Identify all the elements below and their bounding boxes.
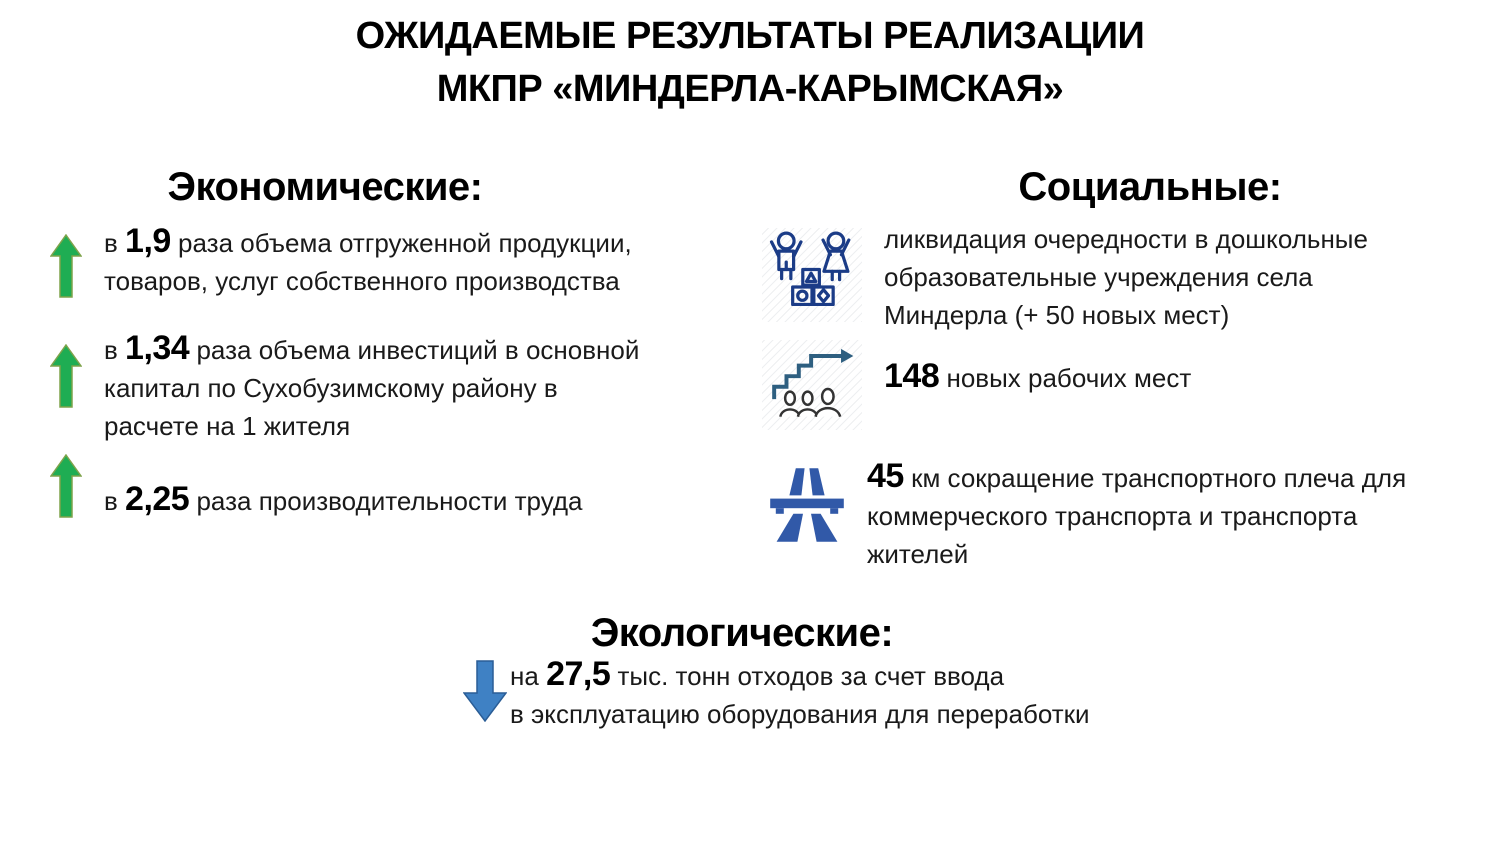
ecological-item-line1 (510, 655, 1210, 695)
title-line-2: МКПР «МИНДЕРЛА-КАРЫМСКАЯ» (436, 68, 1064, 110)
item-prefix: на (510, 661, 539, 691)
item-text: км сокращение транспортного плеча для коммерческого транспорта и транспорта жителей (867, 463, 1407, 569)
arrow-down-icon (463, 660, 507, 722)
arrow-up-icon (50, 234, 82, 298)
item-value: 2,25 (125, 480, 190, 518)
children-toy-blocks-icon (762, 228, 862, 322)
economic-item-2 (104, 329, 659, 445)
item-value: 1,9 (125, 222, 171, 260)
item-text: новых рабочих мест (946, 363, 1192, 393)
item-prefix: в (104, 486, 118, 516)
page-title (0, 10, 1500, 116)
item-text: раза объема отгруженной продукции, товаров, услуг собственного производства (104, 228, 632, 296)
career-stairs-icon (762, 340, 862, 430)
item-text: раза производительности труда (196, 486, 583, 516)
economic-header: Экономические: (167, 165, 483, 209)
title-line-1: ОЖИДАЕМЫЕ РЕЗУЛЬТАТЫ РЕАЛИЗАЦИИ (355, 15, 1145, 57)
arrow-up-icon (50, 454, 82, 518)
item-prefix: в (104, 335, 118, 365)
social-header: Социальные: (1018, 165, 1282, 209)
arrow-up-icon (50, 344, 82, 408)
ecological-item (510, 655, 1210, 733)
economic-item-1 (104, 222, 659, 300)
ecological-item-line2: в эксплуатацию оборудования для переработки (510, 699, 1090, 729)
economic-item-3 (104, 480, 724, 520)
item-value: 27,5 (546, 655, 611, 693)
item-value: 148 (884, 357, 940, 395)
item-text: раза объема инвестиций в основной капитал по Сухобузимскому району в расчете на 1 жителя (104, 335, 640, 441)
social-item-1: ликвидация очередности в дошкольные образовательные учреждения села Миндерла (+ 50 новых мест) (884, 224, 1368, 330)
item-value: 45 (867, 457, 904, 495)
ecological-header: Экологические: (590, 611, 894, 655)
social-item-2 (884, 357, 1444, 397)
social-item-3 (867, 457, 1427, 573)
item-text: тыс. тонн отходов за счет ввода (617, 661, 1005, 691)
highway-icon (766, 462, 848, 548)
item-value: 1,34 (125, 329, 190, 367)
item-prefix: в (104, 228, 118, 258)
